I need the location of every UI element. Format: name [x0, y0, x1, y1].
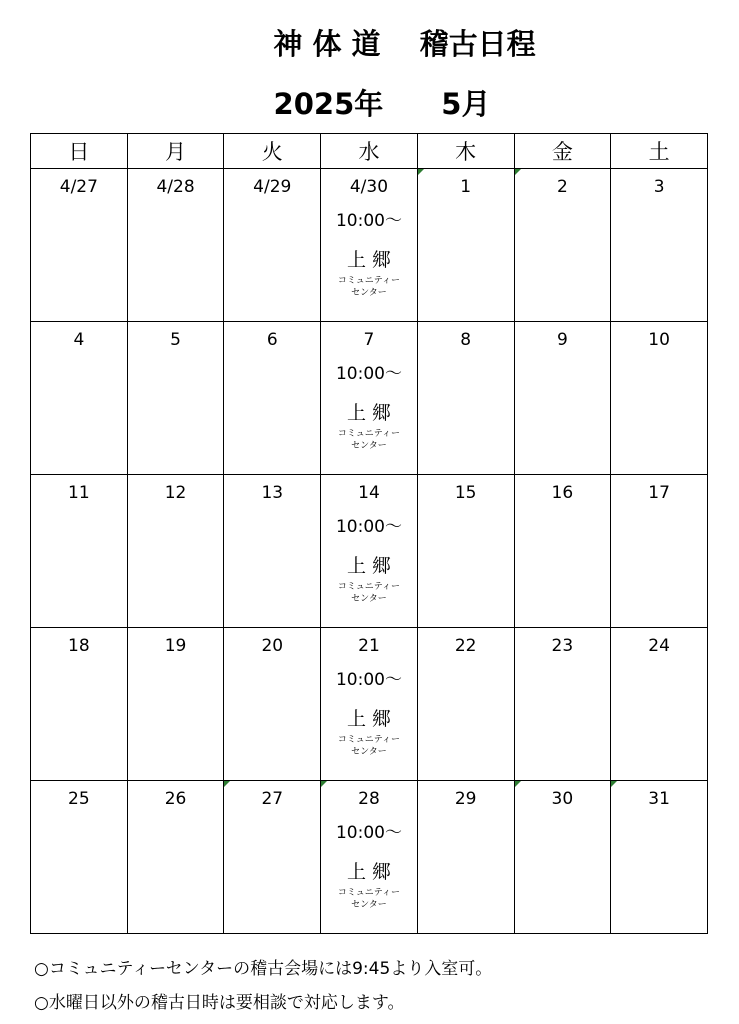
date-label: 2: [556, 177, 568, 197]
date-label: 9: [556, 330, 568, 350]
weekday-wed: 水: [321, 134, 418, 169]
practice-time: 10:00～: [335, 517, 402, 537]
day-cell: [514, 628, 611, 781]
date-label: 8: [460, 330, 472, 350]
day-cell: [127, 781, 224, 934]
practice-venue: コミュニティー センター: [337, 276, 401, 298]
week-row: [31, 628, 708, 781]
note-other-days: ○水曜日以外の稽古日時は要相談で対応します。: [34, 993, 405, 1013]
cell-marker: [515, 169, 521, 175]
practice-venue: コミュニティー センター: [337, 429, 401, 451]
day-cell: [611, 628, 708, 781]
day-cell: [127, 322, 224, 475]
day-cell: [611, 475, 708, 628]
date-label: 1: [460, 177, 472, 197]
date-label: 24: [648, 636, 670, 656]
practice-time: 10:00～: [335, 364, 402, 384]
date-label: 5: [170, 330, 181, 350]
date-label: 14: [358, 483, 380, 503]
date-label: 31: [648, 789, 670, 809]
day-cell: [417, 169, 514, 322]
date-label: 13: [261, 483, 284, 503]
date-label: 20: [261, 636, 284, 656]
weekday-tue: 火: [224, 134, 321, 169]
practice-venue: コミュニティー センター: [337, 735, 401, 757]
date-label: 12: [164, 483, 187, 503]
day-cell: [224, 781, 321, 934]
date-label: 21: [358, 636, 380, 656]
week-row: [31, 322, 708, 475]
practice-time: 10:00～: [335, 211, 402, 231]
calendar-table: [30, 133, 708, 934]
date-label: 30: [551, 789, 574, 809]
day-cell: [31, 628, 128, 781]
day-cell-practice: [321, 169, 418, 322]
practice-place: 上 郷: [346, 249, 391, 271]
weekday-thu: 木: [417, 134, 514, 169]
date-label: 4/27: [59, 177, 98, 197]
date-label: 4/28: [156, 177, 195, 197]
practice-place: 上 郷: [346, 861, 391, 883]
day-cell: [611, 169, 708, 322]
note-entry-time: ○コミュニティーセンターの稽古会場には9:45より入室可。: [34, 959, 493, 979]
date-label: 16: [551, 483, 574, 503]
cell-marker: [418, 169, 424, 175]
week-row: [31, 169, 708, 322]
weekday-mon: 月: [127, 134, 224, 169]
day-cell: [417, 322, 514, 475]
page-title: 神 体 道 稽古日程: [273, 27, 536, 61]
date-label: 18: [68, 636, 90, 656]
month-title: 2025年 5月: [273, 87, 491, 121]
weekday-header-row: [31, 134, 708, 169]
cell-marker: [321, 781, 327, 787]
date-label: 11: [68, 483, 90, 503]
day-cell-practice: [321, 475, 418, 628]
day-cell: [31, 169, 128, 322]
date-label: 17: [648, 483, 670, 503]
date-label: 10: [648, 330, 670, 350]
date-label: 28: [358, 789, 380, 809]
date-label: 29: [454, 789, 477, 809]
weekday-fri: 金: [514, 134, 611, 169]
day-cell: [611, 322, 708, 475]
day-cell: [514, 781, 611, 934]
practice-time: 10:00～: [335, 823, 402, 843]
day-cell: [31, 322, 128, 475]
practice-venue: コミュニティー センター: [337, 888, 401, 910]
date-label: 6: [266, 330, 278, 350]
date-label: 15: [454, 483, 477, 503]
date-label: 3: [653, 177, 665, 197]
day-cell: [611, 781, 708, 934]
day-cell: [31, 781, 128, 934]
cell-marker: [224, 781, 230, 787]
weekday-sun: 日: [31, 134, 128, 169]
practice-place: 上 郷: [346, 555, 391, 577]
date-label: 4/30: [349, 177, 389, 197]
day-cell: [417, 628, 514, 781]
day-cell: [127, 169, 224, 322]
day-cell: [417, 475, 514, 628]
date-label: 27: [261, 789, 284, 809]
day-cell: [224, 322, 321, 475]
week-row: [31, 475, 708, 628]
date-label: 4/29: [253, 177, 292, 197]
day-cell-practice: [321, 322, 418, 475]
practice-venue: コミュニティー センター: [337, 582, 401, 604]
day-cell: [514, 322, 611, 475]
day-cell: [31, 475, 128, 628]
day-cell: [127, 475, 224, 628]
weekday-sat: 土: [611, 134, 708, 169]
cell-marker: [611, 781, 617, 787]
cell-marker: [515, 781, 521, 787]
date-label: 7: [363, 330, 375, 350]
date-label: 26: [164, 789, 187, 809]
date-label: 4: [73, 330, 85, 350]
practice-place: 上 郷: [346, 402, 391, 424]
day-cell: [224, 475, 321, 628]
day-cell: [514, 475, 611, 628]
day-cell: [417, 781, 514, 934]
practice-time: 10:00～: [335, 670, 402, 690]
date-label: 22: [454, 636, 477, 656]
week-row: [31, 781, 708, 934]
day-cell: [224, 628, 321, 781]
day-cell: [127, 628, 224, 781]
date-label: 23: [551, 636, 574, 656]
date-label: 25: [68, 789, 90, 809]
day-cell-practice: [321, 628, 418, 781]
day-cell: [514, 169, 611, 322]
date-label: 19: [164, 636, 187, 656]
day-cell: [224, 169, 321, 322]
day-cell-practice: [321, 781, 418, 934]
practice-place: 上 郷: [346, 708, 391, 730]
